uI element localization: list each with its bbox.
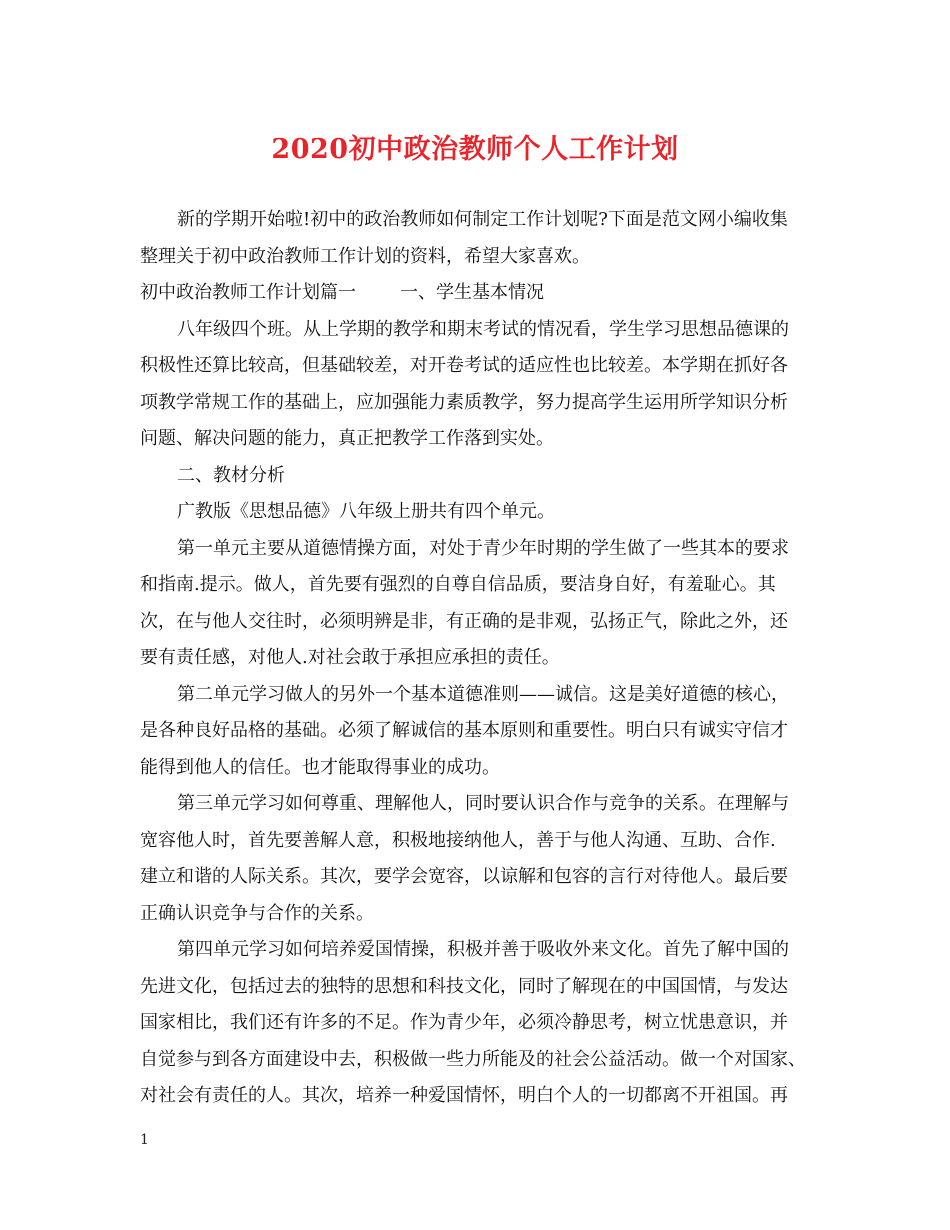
page-number: 1 bbox=[140, 1132, 149, 1148]
text-line: 对社会有责任的人。其次，培养一种爱国情怀，明白个人的一切都离不开祖国。再 bbox=[140, 1085, 788, 1106]
text-line: 第四单元学习如何培养爱国情操，积极并善于吸收外来文化。首先了解中国的 bbox=[177, 939, 789, 960]
text-line: 新的学期开始啦!初中的政治教师如何制定工作计划呢?下面是范文网小编收集 bbox=[177, 209, 788, 230]
text-line: 问题、解决问题的能力，真正把教学工作落到实处。 bbox=[140, 428, 554, 449]
text-line: 是各种良好品格的基础。必须了解诚信的基本原则和重要性。明白只有诚实守信才 bbox=[140, 720, 788, 741]
text-line: 要有责任感，对他人.对社会敢于承担应承担的责任。 bbox=[140, 647, 560, 668]
document-body bbox=[140, 202, 812, 1115]
text-line-section-heading bbox=[140, 275, 812, 312]
text-line: 广教版《思想品德》八年级上册共有四个单元。 bbox=[177, 501, 555, 522]
text-line: 和指南.提示。做人，首先要有强烈的自尊自信品质，要洁身自好，有羞耻心。其 bbox=[140, 574, 776, 595]
text-line: 先进文化，包括过去的独特的思想和科技文化，同时了解现在的中国国情，与发达 bbox=[140, 975, 788, 997]
text-line: 八年级四个班。从上学期的教学和期末考试的情况看，学生学习思想品德课的 bbox=[177, 318, 789, 340]
text-line: 次，在与他人交往时，必须明辨是非，有正确的是非观，弘扬正气，除此之外，还 bbox=[140, 610, 788, 632]
text-line: 能得到他人的信任。也才能取得事业的成功。 bbox=[140, 756, 500, 778]
text-line: 第一单元主要从道德情操方面，对处于青少年时期的学生做了一些其本的要求 bbox=[177, 537, 789, 559]
text-line: 积极性还算比较高，但基础较差，对开卷考试的适应性也比较差。本学期在抓好各 bbox=[140, 355, 788, 376]
document-title: 2020初中政治教师个人工作计划 bbox=[271, 134, 679, 165]
text-line: 项教学常规工作的基础上，应加强能力素质教学，努力提高学生运用所学知识分析 bbox=[140, 391, 788, 413]
text-line: 国家相比，我们还有许多的不足。作为青少年，必须冷静思考，树立忧患意识，并 bbox=[140, 1012, 788, 1033]
text-line: 建立和谐的人际关系。其次，要学会宽容，以谅解和包容的言行对待他人。最后要 bbox=[140, 866, 788, 887]
text-line: 整理关于初中政治教师工作计划的资料，希望大家喜欢。 bbox=[140, 245, 590, 267]
text-line: 宽容他人时，首先要善解人意，积极地接纳他人，善于与他人沟通、互助、合作. bbox=[140, 829, 776, 851]
text-line: 第三单元学习如何尊重、理解他人，同时要认识合作与竞争的关系。在理解与 bbox=[177, 793, 789, 814]
text-line: 自觉参与到各方面建设中去，积极做一些力所能及的社会公益活动。做一个对国家、 bbox=[140, 1048, 806, 1070]
text-line: 第二单元学习做人的另外一个基本道德准则——诚信。这是美好道德的核心， bbox=[177, 683, 789, 705]
text-line: 正确认识竞争与合作的关系。 bbox=[140, 902, 374, 924]
section-heading: 初中政治教师工作计划篇一 bbox=[140, 282, 356, 303]
subsection-heading: 一、学生基本情况 bbox=[400, 282, 544, 303]
subsection-heading: 二、教材分析 bbox=[177, 464, 285, 486]
